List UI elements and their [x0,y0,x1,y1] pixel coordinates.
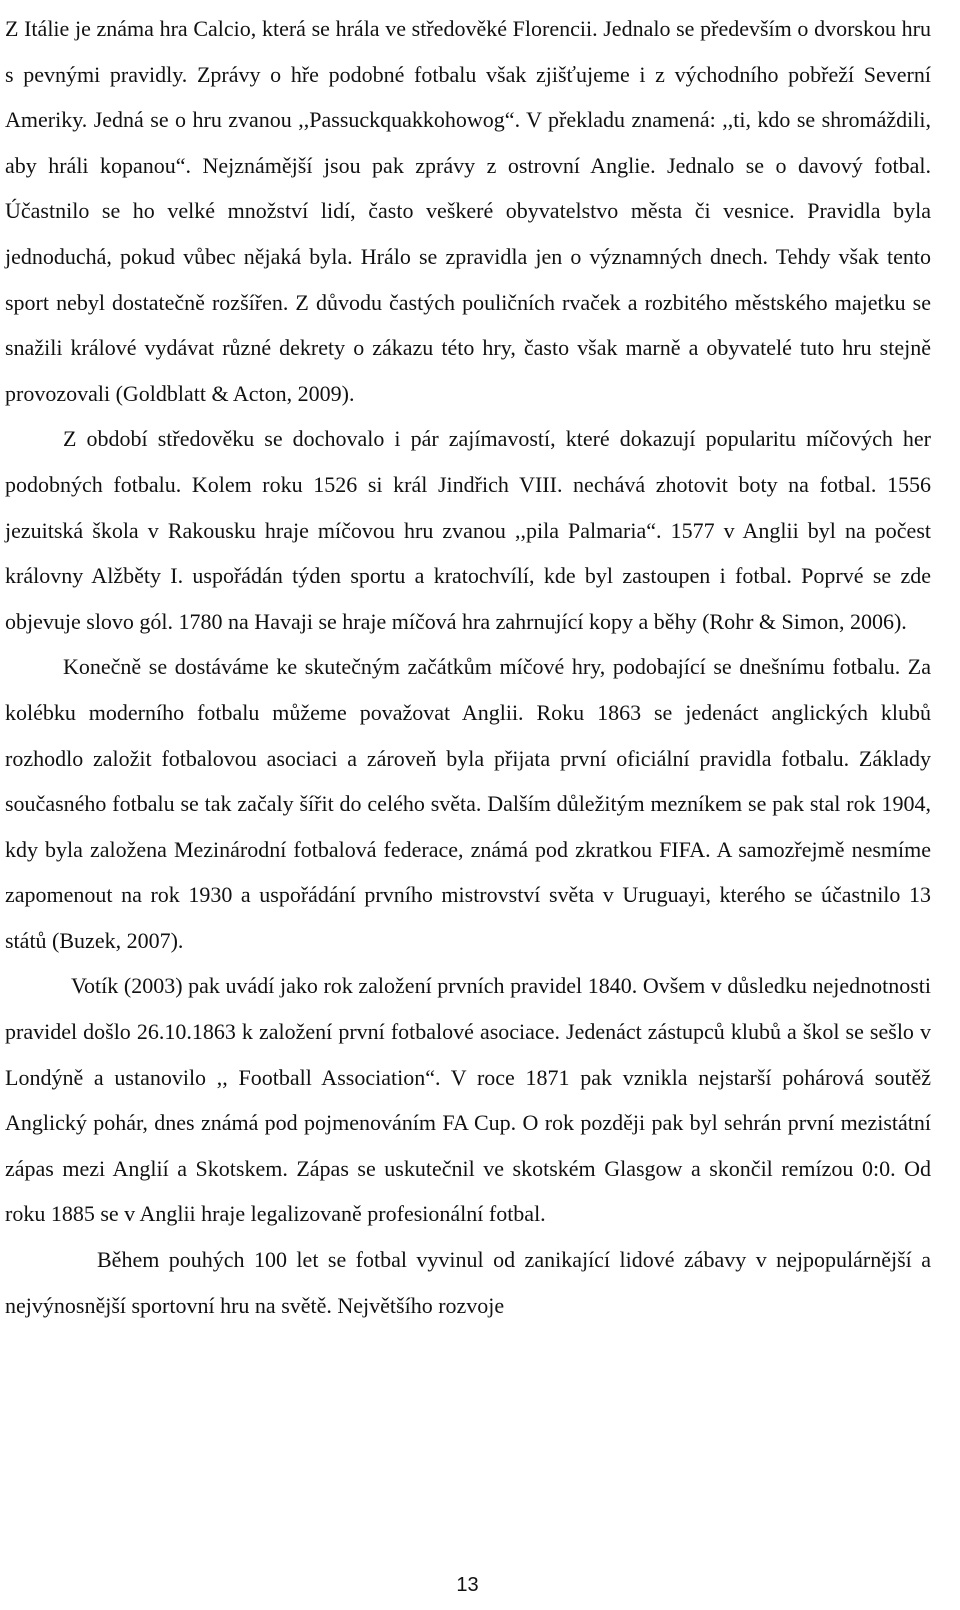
body-text [5,6,931,1328]
paragraph-votik-rules: Votík (2003) pak uvádí jako rok založení prvních pravidel 1840. Ovšem v důsledku nejednotnosti pravidel došlo 26.10.1863 k založení první fotbalové asociace. Jedenáct zástupců klubů a škol se sešlo v Londýně a ustanovilo ,, Football Association“. V roce 1871 pak vznikla nejstarší pohárová soutěž Anglický pohár, dnes známá pod pojmenováním FA Cup. O rok později pak byl sehrán první mezistátní zápas mezi Anglií a Skotskem. Zápas se uskutečnil ve skotském Glasgow a skončil remízou 0:0. Od roku 1885 se v Anglii hraje legalizovaně profesionální fotbal. [5,973,931,1227]
paragraph-football-development: Během pouhých 100 let se fotbal vyvinul od zanikající lidové zábavy v nejpopulárnější a nejvýnosnější sportovní hru na světě. Největšího rozvoje [5,1247,931,1318]
paragraph-modern-football-origins: Konečně se dostáváme ke skutečným začátkům míčové hry, podobající se dnešnímu fotbalu. Za kolébku moderního fotbalu můžeme považovat Anglii. Roku 1863 se jedenáct anglických klubů rozhodlo založit fotbalovou asociaci a zároveň byla přijata první oficiální pravidla fotbalu. Základy současného fotbalu se tak začaly šířit do celého světa. Dalším důležitým mezníkem se pak stal rok 1904, kdy byla založena Mezinárodní fotbalová federace, známá pod zkratkou FIFA. A samozřejmě nesmíme zapomenout na rok 1930 a uspořádání prvního mistrovství světa v Uruguayi, kterého se účastnilo 13 států (Buzek, 2007). [5,654,931,953]
paragraph-calcio-history: Z Itálie je známa hra Calcio, která se hrála ve středověké Florencii. Jednalo se především o dvorskou hru s pevnými pravidly. Zprávy o hře podobné fotbalu však zjišťujeme i z východního pobřeží Severní Ameriky. Jedná se o hru zvanou ,,Passuckquakkohowog“. V překladu znamená: ,,ti, kdo se shromáždili, aby hráli kopanou“. Nejznámější jsou pak zprávy z ostrovní Anglie. Jednalo se o davový fotbal. Účastnilo se ho velké množství lidí, často veškeré obyvatelstvo města či vesnice. Pravidla byla jednoduchá, pokud vůbec nějaká byla. Hrálo se zpravidla jen o významných dnech. Tehdy však tento sport nebyl dostatečně rozšířen. Z důvodu častých pouličních rvaček a rozbitého městského majetku se snažili králové vydávat různé dekrety o zákazu této hry, často však marně a obyvatelé tuto hru stejně provozovali (Goldblatt & Acton, 2009). [5,16,931,406]
paragraph-medieval-curiosities: Z období středověku se dochovalo i pár zajímavostí, které dokazují popularitu míčových her podobných fotbalu. Kolem roku 1526 si král Jindřich VIII. nechává zhotovit boty na fotbal. 1556 jezuitská škola v Rakousku hraje míčovou hru zvanou ,,pila Palmaria“. 1577 v Anglii byl na počest královny Alžběty I. uspořádán týden sportu a kratochvílí, kde byl zastoupen i fotbal. Poprvé se zde objevuje slovo gól. 1780 na Havaji se hraje míčová hra zahrnující kopy a běhy (Rohr & Simon, 2006). [5,426,931,634]
page-number: 13 [456,1574,479,1596]
